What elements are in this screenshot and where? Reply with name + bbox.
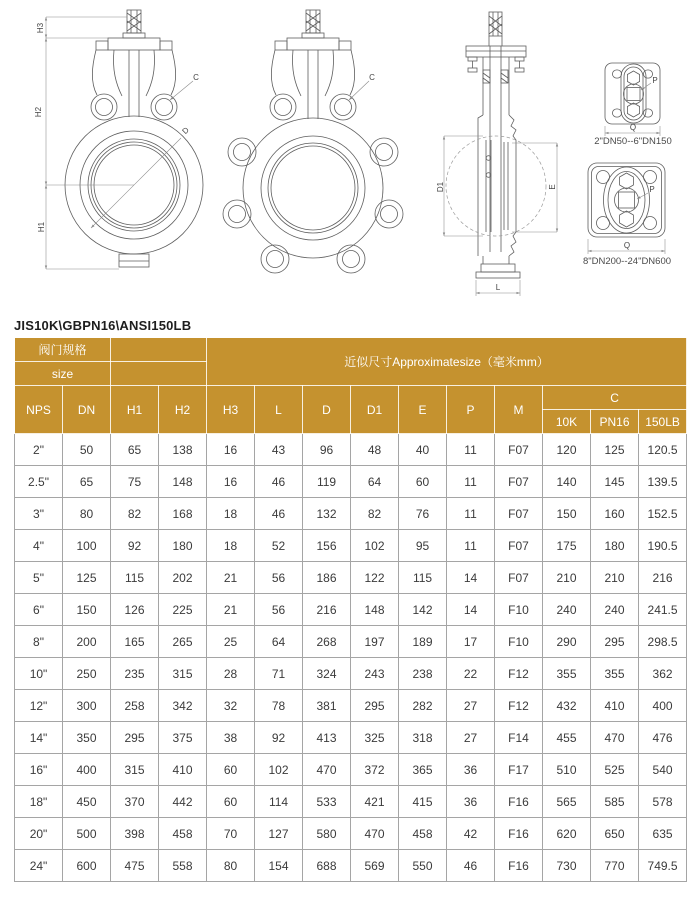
table-row: [15, 754, 687, 786]
table-cell: 410: [159, 754, 207, 786]
table-cell: 138: [159, 434, 207, 466]
table-cell: 11: [447, 498, 495, 530]
header-valve-spec-cn: 阀门规格: [15, 338, 111, 362]
table-cell: 115: [399, 562, 447, 594]
table-cell: 540: [639, 754, 687, 786]
col-header-e: E: [399, 386, 447, 434]
wafer-stem-icon: [127, 10, 141, 33]
table-cell: 27: [447, 690, 495, 722]
table-cell: 362: [639, 658, 687, 690]
table-cell: 2.5": [15, 466, 63, 498]
table-cell: 139.5: [639, 466, 687, 498]
table-cell: 730: [543, 850, 591, 882]
table-cell: 102: [351, 530, 399, 562]
table-cell: 36: [447, 754, 495, 786]
table-cell: 225: [159, 594, 207, 626]
table-cell: 410: [591, 690, 639, 722]
lug-neck: [270, 33, 356, 120]
table-cell: 152.5: [639, 498, 687, 530]
table-cell: 65: [111, 434, 159, 466]
table-cell: 235: [111, 658, 159, 690]
table-cell: F07: [495, 498, 543, 530]
table-cell: 282: [399, 690, 447, 722]
table-cell: 749.5: [639, 850, 687, 882]
table-cell: 12": [15, 690, 63, 722]
table-row: [15, 658, 687, 690]
table-row: [15, 722, 687, 754]
table-cell: 210: [591, 562, 639, 594]
table-cell: 2": [15, 434, 63, 466]
table-cell: 65: [63, 466, 111, 498]
col-header-c-150lb: 150LB: [639, 410, 687, 434]
table-cell: 38: [207, 722, 255, 754]
table-cell: 82: [351, 498, 399, 530]
table-cell: 145: [591, 466, 639, 498]
pad-large-caption: 8"DN200--24"DN600: [582, 256, 672, 267]
table-cell: 318: [399, 722, 447, 754]
table-row: [15, 530, 687, 562]
table-cell: 400: [63, 754, 111, 786]
technical-drawings: [0, 0, 700, 312]
table-cell: 154: [255, 850, 303, 882]
table-cell: 455: [543, 722, 591, 754]
table-cell: 56: [255, 562, 303, 594]
spec-table-header: [15, 338, 687, 434]
header-valve-spec-en: size: [15, 362, 111, 386]
table-cell: 148: [351, 594, 399, 626]
table-cell: 76: [399, 498, 447, 530]
table-cell: 120: [543, 434, 591, 466]
side-body: [476, 46, 520, 278]
table-cell: 565: [543, 786, 591, 818]
table-cell: 298.5: [639, 626, 687, 658]
table-cell: 42: [447, 818, 495, 850]
table-cell: 295: [351, 690, 399, 722]
col-header-d1: D1: [351, 386, 399, 434]
label-c-wafer: C: [193, 73, 199, 82]
col-header-m: M: [495, 386, 543, 434]
table-cell: 241.5: [639, 594, 687, 626]
table-cell: 115: [111, 562, 159, 594]
table-cell: 381: [303, 690, 351, 722]
spec-table: [14, 337, 687, 882]
table-cell: F14: [495, 722, 543, 754]
side-stem-icon: [489, 12, 502, 36]
table-cell: 60: [207, 786, 255, 818]
table-cell: 18: [207, 530, 255, 562]
table-cell: 620: [543, 818, 591, 850]
table-cell: 46: [447, 850, 495, 882]
table-cell: 95: [399, 530, 447, 562]
table-row: [15, 850, 687, 882]
table-cell: 500: [63, 818, 111, 850]
label-p-large: P: [649, 185, 655, 194]
table-cell: 470: [303, 754, 351, 786]
dim-label-l: L: [495, 283, 501, 292]
side-mount-flange: [466, 36, 526, 72]
table-row: [15, 498, 687, 530]
header-approx-size: 近似尺寸Approximatesize（毫米mm）: [207, 338, 687, 386]
table-cell: 375: [159, 722, 207, 754]
table-cell: 268: [303, 626, 351, 658]
table-cell: 398: [111, 818, 159, 850]
table-cell: 80: [63, 498, 111, 530]
table-cell: 32: [207, 690, 255, 722]
table-cell: 265: [159, 626, 207, 658]
table-cell: 458: [399, 818, 447, 850]
table-cell: 40: [399, 434, 447, 466]
col-header-l: L: [255, 386, 303, 434]
col-header-c-pn16: PN16: [591, 410, 639, 434]
table-cell: 355: [543, 658, 591, 690]
table-cell: F10: [495, 626, 543, 658]
table-cell: 688: [303, 850, 351, 882]
table-cell: 355: [591, 658, 639, 690]
table-cell: 315: [111, 754, 159, 786]
table-cell: 80: [207, 850, 255, 882]
pad-large-outline: [588, 163, 665, 237]
table-cell: 290: [543, 626, 591, 658]
table-cell: F16: [495, 818, 543, 850]
table-cell: 533: [303, 786, 351, 818]
label-q-large: Q: [623, 241, 631, 250]
table-cell: 200: [63, 626, 111, 658]
table-cell: 114: [255, 786, 303, 818]
wafer-bottom-boss: [119, 254, 149, 267]
table-cell: 150: [543, 498, 591, 530]
table-cell: 580: [303, 818, 351, 850]
table-cell: 78: [255, 690, 303, 722]
table-row: [15, 818, 687, 850]
table-cell: 197: [351, 626, 399, 658]
table-cell: 20": [15, 818, 63, 850]
table-cell: 52: [255, 530, 303, 562]
lug-stem-icon: [306, 10, 320, 33]
table-cell: 295: [111, 722, 159, 754]
table-cell: 160: [591, 498, 639, 530]
table-cell: 36: [447, 786, 495, 818]
table-cell: 475: [111, 850, 159, 882]
table-cell: F17: [495, 754, 543, 786]
table-row: [15, 786, 687, 818]
col-header-h2: H2: [159, 386, 207, 434]
table-cell: 28: [207, 658, 255, 690]
table-cell: 600: [63, 850, 111, 882]
table-cell: 342: [159, 690, 207, 722]
table-cell: 75: [111, 466, 159, 498]
table-cell: 16: [207, 434, 255, 466]
table-cell: 525: [591, 754, 639, 786]
table-cell: 18": [15, 786, 63, 818]
table-cell: 585: [591, 786, 639, 818]
lug-body-circles: [243, 118, 383, 258]
table-cell: 240: [543, 594, 591, 626]
table-cell: 325: [351, 722, 399, 754]
table-cell: 125: [591, 434, 639, 466]
table-cell: 46: [255, 466, 303, 498]
table-cell: 243: [351, 658, 399, 690]
table-cell: 578: [639, 786, 687, 818]
table-cell: 122: [351, 562, 399, 594]
table-cell: 186: [303, 562, 351, 594]
table-cell: F16: [495, 850, 543, 882]
table-cell: 64: [255, 626, 303, 658]
table-cell: 510: [543, 754, 591, 786]
table-row: [15, 690, 687, 722]
table-cell: 190.5: [639, 530, 687, 562]
table-cell: 148: [159, 466, 207, 498]
table-cell: 180: [591, 530, 639, 562]
table-cell: 11: [447, 434, 495, 466]
wafer-valve-front-view: [34, 10, 203, 269]
table-cell: 11: [447, 530, 495, 562]
table-cell: 18: [207, 498, 255, 530]
col-header-p: P: [447, 386, 495, 434]
table-cell: 295: [591, 626, 639, 658]
table-cell: 450: [63, 786, 111, 818]
table-cell: 569: [351, 850, 399, 882]
col-header-dn: DN: [63, 386, 111, 434]
table-cell: 476: [639, 722, 687, 754]
dim-label-d1: D1: [436, 181, 445, 193]
table-cell: 370: [111, 786, 159, 818]
table-cell: 64: [351, 466, 399, 498]
table-cell: 14: [447, 562, 495, 594]
table-cell: 421: [351, 786, 399, 818]
table-cell: 413: [303, 722, 351, 754]
table-cell: 240: [591, 594, 639, 626]
table-cell: 650: [591, 818, 639, 850]
table-cell: 10": [15, 658, 63, 690]
table-row: [15, 562, 687, 594]
table-cell: 238: [399, 658, 447, 690]
table-cell: 21: [207, 562, 255, 594]
table-cell: 8": [15, 626, 63, 658]
table-cell: 60: [207, 754, 255, 786]
label-p-small: P: [652, 76, 658, 85]
table-cell: 43: [255, 434, 303, 466]
table-cell: 50: [63, 434, 111, 466]
wafer-dimensions: [46, 17, 193, 269]
col-header-d: D: [303, 386, 351, 434]
pad-small-caption: 2"DN50--6"DN150: [594, 136, 672, 147]
dim-label-h3: H3: [36, 22, 45, 34]
table-cell: 168: [159, 498, 207, 530]
table-cell: 16: [207, 466, 255, 498]
table-cell: 470: [351, 818, 399, 850]
table-cell: 3": [15, 498, 63, 530]
table-cell: F12: [495, 658, 543, 690]
label-d-wafer: D: [180, 125, 191, 136]
table-row: [15, 594, 687, 626]
table-cell: 770: [591, 850, 639, 882]
table-cell: 4": [15, 530, 63, 562]
dim-label-e: E: [548, 184, 557, 190]
table-cell: 25: [207, 626, 255, 658]
table-cell: F07: [495, 562, 543, 594]
table-cell: 22: [447, 658, 495, 690]
table-cell: F07: [495, 466, 543, 498]
table-cell: 14: [447, 594, 495, 626]
table-cell: 550: [399, 850, 447, 882]
table-cell: 56: [255, 594, 303, 626]
table-cell: 324: [303, 658, 351, 690]
table-cell: 635: [639, 818, 687, 850]
header-empty-cell-1: [111, 338, 207, 362]
table-cell: F16: [495, 786, 543, 818]
iso-pad-small-diagram: [594, 63, 672, 147]
iso-pad-large-diagram: [583, 163, 671, 267]
table-row: [15, 466, 687, 498]
table-cell: 46: [255, 498, 303, 530]
table-cell: 210: [543, 562, 591, 594]
table-cell: 216: [303, 594, 351, 626]
table-cell: F07: [495, 530, 543, 562]
table-row: [15, 626, 687, 658]
side-disc-dashed: [446, 136, 546, 236]
pad-small-outline: [605, 63, 660, 124]
col-header-c-10k: 10K: [543, 410, 591, 434]
table-cell: 415: [399, 786, 447, 818]
lug-valve-front-view: [223, 10, 403, 273]
label-q-small: Q: [629, 123, 637, 132]
table-cell: 300: [63, 690, 111, 722]
table-cell: 202: [159, 562, 207, 594]
table-cell: 432: [543, 690, 591, 722]
table-cell: 127: [255, 818, 303, 850]
table-cell: 400: [639, 690, 687, 722]
table-cell: 82: [111, 498, 159, 530]
table-cell: 180: [159, 530, 207, 562]
table-cell: F07: [495, 434, 543, 466]
table-cell: 71: [255, 658, 303, 690]
table-cell: 165: [111, 626, 159, 658]
table-cell: 125: [63, 562, 111, 594]
spec-table-body: [15, 434, 687, 882]
table-cell: 372: [351, 754, 399, 786]
table-cell: 11: [447, 466, 495, 498]
col-header-c-group: C: [543, 386, 687, 410]
table-cell: 70: [207, 818, 255, 850]
col-header-h1: H1: [111, 386, 159, 434]
table-cell: 96: [303, 434, 351, 466]
table-cell: 27: [447, 722, 495, 754]
table-cell: 21: [207, 594, 255, 626]
table-cell: 17: [447, 626, 495, 658]
table-cell: 92: [255, 722, 303, 754]
table-cell: 24": [15, 850, 63, 882]
table-cell: 119: [303, 466, 351, 498]
table-cell: 132: [303, 498, 351, 530]
table-cell: 14": [15, 722, 63, 754]
dim-label-h2: H2: [34, 106, 43, 118]
valve-side-section-view: [436, 12, 557, 296]
table-cell: 156: [303, 530, 351, 562]
table-row: [15, 434, 687, 466]
table-cell: 60: [399, 466, 447, 498]
table-cell: 175: [543, 530, 591, 562]
dim-label-h1: H1: [37, 221, 46, 233]
table-cell: 6": [15, 594, 63, 626]
table-cell: 250: [63, 658, 111, 690]
page-title: JIS10K\GBPN16\ANSI150LB: [14, 318, 192, 333]
table-cell: 150: [63, 594, 111, 626]
table-cell: 350: [63, 722, 111, 754]
table-cell: 442: [159, 786, 207, 818]
table-cell: 258: [111, 690, 159, 722]
header-empty-cell-2: [111, 362, 207, 386]
table-cell: 100: [63, 530, 111, 562]
table-cell: 315: [159, 658, 207, 690]
table-cell: 102: [255, 754, 303, 786]
table-cell: 142: [399, 594, 447, 626]
col-header-nps: NPS: [15, 386, 63, 434]
table-cell: 126: [111, 594, 159, 626]
wafer-neck: [91, 33, 177, 120]
table-cell: F10: [495, 594, 543, 626]
table-cell: 48: [351, 434, 399, 466]
table-cell: 558: [159, 850, 207, 882]
table-cell: F12: [495, 690, 543, 722]
table-cell: 470: [591, 722, 639, 754]
table-cell: 120.5: [639, 434, 687, 466]
table-cell: 458: [159, 818, 207, 850]
table-cell: 140: [543, 466, 591, 498]
label-c-lug: C: [369, 73, 375, 82]
table-cell: 16": [15, 754, 63, 786]
table-cell: 92: [111, 530, 159, 562]
col-header-h3: H3: [207, 386, 255, 434]
table-cell: 365: [399, 754, 447, 786]
table-cell: 189: [399, 626, 447, 658]
table-cell: 5": [15, 562, 63, 594]
table-cell: 216: [639, 562, 687, 594]
